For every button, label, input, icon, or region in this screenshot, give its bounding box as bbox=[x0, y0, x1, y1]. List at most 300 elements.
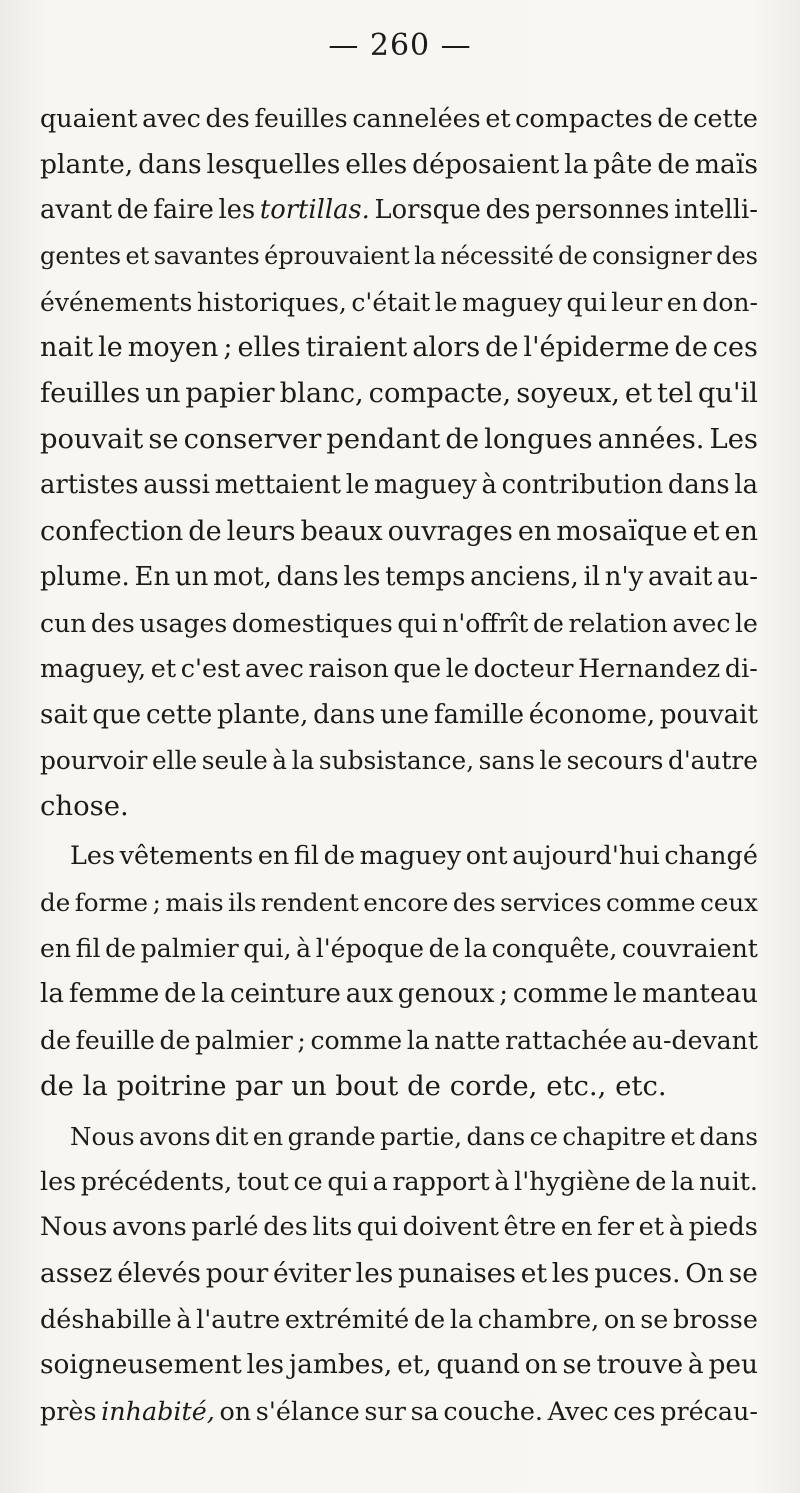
word: en bbox=[724, 516, 758, 548]
word: la bbox=[671, 1166, 695, 1197]
word: compacte, bbox=[368, 378, 512, 410]
word: la bbox=[82, 1069, 108, 1102]
word: de bbox=[657, 148, 691, 180]
word: aussi bbox=[143, 470, 210, 501]
word: avant bbox=[40, 194, 113, 225]
word: Les bbox=[709, 424, 758, 456]
word: la bbox=[40, 978, 65, 1009]
word: la bbox=[291, 746, 315, 776]
word: de bbox=[657, 103, 689, 133]
word: et bbox=[125, 241, 150, 270]
word: pieds bbox=[688, 1212, 758, 1243]
word: les bbox=[218, 194, 256, 225]
word: le bbox=[613, 978, 638, 1009]
word: corde, bbox=[449, 1069, 538, 1102]
word: famille bbox=[433, 699, 524, 730]
text-line bbox=[40, 1064, 758, 1110]
word: puces. bbox=[594, 1258, 681, 1290]
word: aujourd'hui bbox=[512, 841, 660, 872]
word: de bbox=[164, 978, 197, 1009]
word: de bbox=[445, 424, 480, 456]
word: de bbox=[635, 1166, 667, 1197]
word: se bbox=[148, 424, 179, 456]
word: elles bbox=[345, 148, 408, 180]
word: de bbox=[532, 608, 564, 638]
italic-word: inhabité, bbox=[101, 1395, 215, 1426]
word: de bbox=[558, 241, 588, 270]
word: aux bbox=[345, 978, 394, 1009]
word: maïs bbox=[694, 148, 758, 180]
word: qui, bbox=[243, 934, 292, 964]
word: compactes bbox=[515, 103, 653, 133]
word: ceux bbox=[700, 888, 758, 918]
word: à bbox=[176, 1304, 192, 1335]
word: et bbox=[638, 1212, 665, 1243]
word: il bbox=[583, 561, 601, 592]
word: la bbox=[201, 978, 226, 1009]
word: le bbox=[98, 332, 123, 364]
word: En bbox=[134, 561, 171, 592]
text-line bbox=[40, 1159, 758, 1205]
word: le bbox=[345, 470, 370, 501]
word: les bbox=[40, 1166, 77, 1197]
word: on bbox=[603, 1304, 636, 1335]
word: di- bbox=[724, 653, 758, 684]
word: papier bbox=[185, 378, 275, 410]
word: et bbox=[150, 653, 177, 684]
word: l'époque bbox=[315, 934, 425, 964]
word: subsistance, bbox=[318, 746, 475, 776]
text-line bbox=[40, 371, 758, 417]
word: de bbox=[413, 1304, 446, 1335]
word: et bbox=[692, 516, 720, 548]
page-number: — 260 — bbox=[328, 28, 472, 63]
word: faire bbox=[153, 194, 214, 225]
word: économe, bbox=[528, 699, 656, 730]
word: de bbox=[323, 841, 356, 872]
word: chapitre bbox=[562, 1121, 667, 1151]
word: les bbox=[551, 1258, 590, 1290]
text-line bbox=[40, 693, 758, 739]
word: avons bbox=[112, 1212, 187, 1243]
text-line bbox=[40, 96, 758, 142]
word: mettaient bbox=[214, 470, 341, 501]
word: ; bbox=[152, 888, 161, 918]
word: quaient bbox=[40, 103, 138, 133]
word: elles bbox=[237, 332, 301, 364]
word: gentes bbox=[40, 241, 122, 270]
word: fil bbox=[293, 841, 320, 872]
italic-word: tortillas. bbox=[259, 194, 370, 225]
word: c'est bbox=[180, 653, 241, 684]
word: la bbox=[414, 241, 437, 270]
word: la bbox=[449, 1304, 474, 1335]
text-line bbox=[40, 417, 758, 463]
word: domestiques bbox=[231, 608, 393, 638]
word: ils bbox=[228, 888, 257, 918]
text-line bbox=[40, 463, 758, 509]
word: rattachée bbox=[505, 1025, 628, 1055]
word: sa bbox=[410, 1395, 439, 1426]
text-line bbox=[40, 234, 758, 280]
word: de bbox=[428, 934, 460, 964]
word: qui bbox=[327, 1166, 369, 1197]
word: les bbox=[246, 1350, 285, 1381]
word: pourvoir bbox=[40, 746, 148, 776]
word: à bbox=[687, 1350, 704, 1381]
word: mot, bbox=[213, 561, 272, 592]
word: maguey, bbox=[40, 653, 147, 684]
word: lesquelles bbox=[206, 148, 341, 180]
word: Nous bbox=[40, 1212, 108, 1243]
word: leur bbox=[611, 287, 663, 317]
word: des bbox=[205, 103, 250, 133]
word: tout bbox=[236, 1166, 289, 1197]
word: feuilles bbox=[254, 103, 348, 133]
word: sans bbox=[478, 746, 535, 776]
word: dit bbox=[215, 1121, 249, 1151]
word: de bbox=[407, 1069, 441, 1102]
word: fer bbox=[597, 1212, 635, 1243]
word: consigner bbox=[592, 241, 712, 270]
word: historiques, bbox=[196, 287, 347, 317]
text-line bbox=[40, 880, 758, 926]
word: et, bbox=[397, 1350, 432, 1381]
word bbox=[260, 188, 370, 234]
word: chambre, bbox=[477, 1304, 600, 1335]
word: temps bbox=[385, 561, 466, 592]
word: des bbox=[485, 194, 531, 225]
word: rapport bbox=[392, 1166, 490, 1197]
word: plante, bbox=[40, 148, 134, 180]
word: raison bbox=[308, 653, 389, 684]
word: natte bbox=[434, 1025, 501, 1055]
word: n'y bbox=[604, 561, 644, 592]
text-line bbox=[40, 738, 758, 784]
word: avait bbox=[648, 561, 713, 592]
word: ce bbox=[293, 1166, 323, 1197]
word: conserver bbox=[183, 424, 322, 456]
word: ces bbox=[613, 1395, 656, 1426]
word: elle bbox=[151, 746, 198, 776]
word: à bbox=[668, 1212, 684, 1243]
word: plante, bbox=[216, 699, 309, 730]
word: feuille bbox=[75, 1025, 155, 1055]
word: à bbox=[494, 1166, 510, 1197]
word: fil bbox=[75, 934, 101, 964]
word: cannelées bbox=[352, 103, 481, 133]
word: Nous bbox=[70, 1121, 135, 1151]
word: usages bbox=[139, 608, 228, 638]
word: etc., bbox=[546, 1069, 607, 1102]
word: maguey bbox=[374, 470, 477, 501]
word: que bbox=[92, 699, 142, 730]
word: artistes bbox=[40, 470, 139, 501]
word: On bbox=[685, 1258, 724, 1290]
word: dans bbox=[699, 1121, 758, 1151]
word: pendant bbox=[326, 424, 441, 456]
word: pour bbox=[205, 1258, 269, 1290]
word: des bbox=[452, 888, 496, 918]
word: grande bbox=[287, 1121, 376, 1151]
text-line bbox=[40, 1114, 758, 1160]
word: pouvait bbox=[659, 699, 758, 730]
word: la bbox=[464, 934, 488, 964]
word: ceinture bbox=[229, 978, 341, 1009]
text-line bbox=[40, 142, 758, 188]
word: le bbox=[539, 746, 563, 776]
word: alors bbox=[412, 332, 481, 364]
word: ; bbox=[297, 1025, 306, 1055]
word: avons bbox=[139, 1121, 211, 1151]
word: nécessité bbox=[440, 241, 554, 270]
word: un bbox=[174, 561, 209, 592]
word: forme bbox=[74, 888, 149, 918]
word: par bbox=[235, 1069, 283, 1102]
word: bout bbox=[335, 1069, 399, 1102]
word: n'offrît bbox=[442, 608, 529, 638]
word: des bbox=[91, 608, 135, 638]
word: a bbox=[372, 1166, 388, 1197]
word: intelli- bbox=[674, 194, 758, 225]
text-line bbox=[40, 647, 758, 693]
word: les bbox=[343, 561, 381, 592]
word: en bbox=[560, 1212, 593, 1243]
word: ; bbox=[223, 332, 233, 364]
word: feuilles bbox=[40, 378, 141, 410]
word: et bbox=[670, 1121, 695, 1151]
word: encore bbox=[363, 888, 449, 918]
word: dans bbox=[313, 699, 376, 730]
word: se bbox=[728, 1258, 758, 1290]
word: la bbox=[734, 470, 758, 501]
word: un bbox=[145, 378, 181, 410]
word: Les bbox=[70, 841, 116, 872]
word: brosse bbox=[672, 1304, 758, 1335]
word: secours bbox=[566, 746, 664, 776]
word: assez bbox=[40, 1258, 113, 1290]
word: ouvrages bbox=[387, 516, 513, 548]
word: chose. bbox=[40, 790, 129, 823]
word: années. bbox=[597, 424, 705, 456]
word: le bbox=[434, 287, 458, 317]
word: s'élance bbox=[255, 1395, 360, 1426]
word: avec bbox=[142, 103, 201, 133]
word: dans bbox=[276, 561, 339, 592]
word: changé bbox=[664, 841, 758, 872]
word: nuit. bbox=[698, 1166, 758, 1197]
word: en bbox=[40, 934, 72, 964]
text-line bbox=[40, 509, 758, 555]
word: l'épiderme bbox=[523, 332, 670, 364]
word: services bbox=[500, 888, 602, 918]
word: en bbox=[517, 516, 552, 548]
paragraph bbox=[40, 834, 758, 1109]
paragraph bbox=[40, 1114, 758, 1435]
word: confection bbox=[40, 516, 184, 548]
word: maguey bbox=[359, 841, 462, 872]
word: comme bbox=[512, 978, 609, 1009]
word: femme bbox=[68, 978, 160, 1009]
word: qu'il bbox=[697, 378, 758, 410]
word: cette bbox=[693, 103, 758, 133]
word: ; bbox=[499, 978, 509, 1009]
word: maguey bbox=[462, 287, 562, 317]
word: se bbox=[562, 1350, 592, 1381]
word: que bbox=[393, 653, 442, 684]
text-line bbox=[40, 1297, 758, 1343]
word: en bbox=[666, 287, 698, 317]
word: en bbox=[252, 1121, 284, 1151]
word: on bbox=[219, 1395, 252, 1426]
text-line bbox=[40, 1018, 758, 1064]
text-line bbox=[40, 972, 758, 1018]
word: relation bbox=[568, 608, 668, 638]
word: précédents, bbox=[80, 1166, 233, 1197]
word: de bbox=[188, 516, 222, 548]
word: événements bbox=[40, 287, 193, 317]
word: c'était bbox=[351, 287, 431, 317]
text-line bbox=[40, 601, 758, 647]
word: et bbox=[520, 1258, 547, 1290]
word: la bbox=[406, 1025, 430, 1055]
text-line bbox=[40, 555, 758, 601]
word: tel bbox=[657, 378, 693, 410]
word: être bbox=[503, 1212, 557, 1243]
word: blanc, bbox=[279, 378, 364, 410]
text-line bbox=[40, 1205, 758, 1251]
word: couche. bbox=[443, 1395, 544, 1426]
word: sait bbox=[40, 699, 88, 730]
word: beaux bbox=[300, 516, 383, 548]
word: précau- bbox=[660, 1395, 758, 1426]
word: palmier bbox=[194, 1025, 293, 1055]
word: Hernandez bbox=[578, 653, 721, 684]
word: soigneusement bbox=[40, 1350, 242, 1381]
word: contribution bbox=[501, 470, 664, 501]
word: jambes, bbox=[288, 1350, 393, 1381]
word: anciens, bbox=[470, 561, 579, 592]
word: poitrine bbox=[116, 1069, 227, 1102]
text-line bbox=[40, 280, 758, 326]
word: mosaïque bbox=[556, 516, 688, 548]
word: Lorsque bbox=[374, 194, 481, 225]
word: lits bbox=[312, 1212, 353, 1243]
word: conquête, bbox=[491, 934, 618, 964]
word: des bbox=[716, 241, 758, 270]
text-line bbox=[40, 834, 758, 880]
word: de bbox=[159, 1025, 191, 1055]
word: la bbox=[564, 148, 589, 180]
word: rendent bbox=[260, 888, 359, 918]
word: on bbox=[524, 1350, 558, 1381]
word: qui bbox=[566, 287, 607, 317]
word: l'autre bbox=[196, 1304, 281, 1335]
word: plume. bbox=[40, 561, 130, 592]
word: et bbox=[624, 378, 653, 410]
word: élevés bbox=[117, 1258, 201, 1290]
word: couvraient bbox=[622, 934, 758, 964]
word: nait bbox=[40, 332, 94, 364]
word: doivent bbox=[402, 1212, 499, 1243]
word: quand bbox=[436, 1350, 520, 1381]
word: dans bbox=[138, 148, 202, 180]
word: personnes bbox=[535, 194, 670, 225]
text-line bbox=[40, 1343, 758, 1389]
word: soyeux, bbox=[516, 378, 620, 410]
word: genoux bbox=[397, 978, 495, 1009]
word: dans bbox=[466, 1121, 526, 1151]
word bbox=[101, 1389, 215, 1435]
word: d'autre bbox=[667, 746, 758, 776]
text-line bbox=[40, 1251, 758, 1297]
word: extrémité bbox=[284, 1304, 410, 1335]
text-line bbox=[40, 926, 758, 972]
word: docteur bbox=[473, 653, 574, 684]
word: leurs bbox=[226, 516, 296, 548]
word: palmier bbox=[140, 934, 239, 964]
word: comme bbox=[606, 888, 696, 918]
word: punaises bbox=[398, 1258, 516, 1290]
word: pâte bbox=[593, 148, 653, 180]
word: et bbox=[485, 103, 511, 133]
word: qui bbox=[356, 1212, 398, 1243]
word: moyen bbox=[127, 332, 219, 364]
word: peu bbox=[708, 1350, 758, 1381]
word: longues bbox=[484, 424, 593, 456]
word: tiraient bbox=[305, 332, 408, 364]
text-line bbox=[40, 1389, 758, 1435]
word: sur bbox=[364, 1395, 406, 1426]
word: de bbox=[40, 1025, 71, 1055]
word: des bbox=[263, 1212, 308, 1243]
word: vêtements bbox=[119, 841, 254, 872]
word: éviter bbox=[273, 1258, 351, 1290]
body-text bbox=[40, 96, 758, 1435]
paragraph bbox=[40, 96, 758, 830]
word: savantes bbox=[153, 241, 260, 270]
word: don- bbox=[702, 287, 758, 317]
word: un bbox=[291, 1069, 327, 1102]
word: éprouvaient bbox=[264, 241, 410, 270]
word: Avec bbox=[547, 1395, 609, 1426]
word: comme bbox=[310, 1025, 403, 1055]
word: les bbox=[355, 1258, 394, 1290]
word: le bbox=[735, 608, 758, 638]
word: à bbox=[296, 934, 312, 964]
word: déshabille bbox=[40, 1304, 172, 1335]
word: de bbox=[674, 332, 708, 364]
word: au- bbox=[717, 561, 758, 592]
word: à bbox=[272, 746, 288, 776]
word: mais bbox=[165, 888, 224, 918]
word: ce bbox=[529, 1121, 558, 1151]
word: trouve bbox=[596, 1350, 684, 1381]
word: ces bbox=[712, 332, 758, 364]
text-line bbox=[40, 188, 758, 234]
word: seule bbox=[201, 746, 268, 776]
word: avec bbox=[244, 653, 304, 684]
word: parlé bbox=[191, 1212, 259, 1243]
word: de bbox=[40, 888, 71, 918]
word: l'hygiène bbox=[514, 1166, 631, 1197]
text-line bbox=[40, 325, 758, 371]
word: ont bbox=[465, 841, 508, 872]
word: de bbox=[116, 194, 149, 225]
word: pouvait bbox=[40, 424, 144, 456]
word: près bbox=[40, 1395, 97, 1426]
word: cette bbox=[145, 699, 213, 730]
